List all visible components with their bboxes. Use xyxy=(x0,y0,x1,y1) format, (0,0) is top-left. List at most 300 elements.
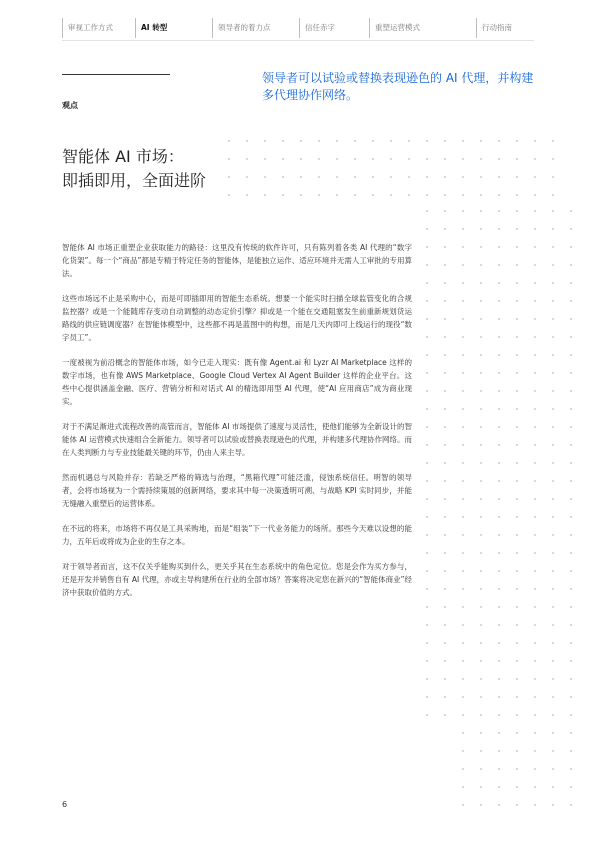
decorative-dot xyxy=(390,140,392,142)
decorative-dot xyxy=(444,570,446,572)
decorative-dot xyxy=(570,246,572,248)
decorative-dot xyxy=(426,534,428,536)
decorative-dot xyxy=(552,300,554,302)
decorative-dot xyxy=(390,158,392,160)
decorative-dot xyxy=(498,552,500,554)
decorative-dot xyxy=(498,246,500,248)
nav-item-ai-transformation[interactable]: AI 转型 xyxy=(135,18,167,38)
decorative-dot xyxy=(462,158,464,160)
decorative-dot xyxy=(534,336,536,338)
decorative-dot xyxy=(444,246,446,248)
decorative-dot xyxy=(552,408,554,410)
decorative-dot xyxy=(498,336,500,338)
decorative-dot xyxy=(480,408,482,410)
decorative-dot xyxy=(426,210,428,212)
decorative-dot xyxy=(480,498,482,500)
decorative-dot xyxy=(462,318,464,320)
decorative-dot xyxy=(426,318,428,320)
decorative-dot xyxy=(498,426,500,428)
decorative-dot xyxy=(534,390,536,392)
decorative-dot xyxy=(426,246,428,248)
decorative-dot xyxy=(444,264,446,266)
decorative-dot xyxy=(228,194,230,196)
decorative-dot xyxy=(480,246,482,248)
decorative-dot xyxy=(534,660,536,662)
decorative-dot xyxy=(462,408,464,410)
decorative-dot xyxy=(462,588,464,590)
article-body xyxy=(62,241,412,611)
decorative-dot xyxy=(498,660,500,662)
decorative-dot xyxy=(498,498,500,500)
decorative-dot xyxy=(552,588,554,590)
decorative-dot xyxy=(516,570,518,572)
decorative-dot xyxy=(444,282,446,284)
decorative-dot xyxy=(444,158,446,160)
decorative-dot xyxy=(480,390,482,392)
decorative-dot xyxy=(426,372,428,374)
decorative-dot xyxy=(552,660,554,662)
decorative-dot xyxy=(516,714,518,716)
decorative-dot xyxy=(444,624,446,626)
decorative-dot xyxy=(444,140,446,142)
decorative-dot xyxy=(570,390,572,392)
decorative-dot xyxy=(444,462,446,464)
decorative-dot xyxy=(552,318,554,320)
page-title-line-1: 智能体 AI 市场： xyxy=(62,147,184,166)
section-rule xyxy=(62,74,170,75)
decorative-dot xyxy=(462,176,464,178)
decorative-dot xyxy=(516,246,518,248)
decorative-dot xyxy=(516,390,518,392)
decorative-dot xyxy=(516,140,518,142)
decorative-dot xyxy=(570,300,572,302)
decorative-dot xyxy=(534,210,536,212)
decorative-dot xyxy=(444,194,446,196)
decorative-dot xyxy=(552,516,554,518)
decorative-dot xyxy=(444,210,446,212)
nav-item-work-review[interactable]: 审视工作方式 xyxy=(62,18,113,38)
decorative-dot xyxy=(282,194,284,196)
decorative-dot xyxy=(552,786,554,788)
decorative-dot xyxy=(534,678,536,680)
decorative-dot xyxy=(516,660,518,662)
decorative-dot xyxy=(462,140,464,142)
page-title-line-2: 即插即用，全面进阶 xyxy=(62,171,207,190)
decorative-dot xyxy=(462,336,464,338)
decorative-dot xyxy=(462,444,464,446)
nav-item-leader-focus[interactable]: 领导者的着力点 xyxy=(212,18,271,38)
decorative-dot xyxy=(516,194,518,196)
decorative-dot xyxy=(228,140,230,142)
decorative-dot xyxy=(444,588,446,590)
decorative-dot xyxy=(552,354,554,356)
decorative-dot xyxy=(570,624,572,626)
decorative-dot xyxy=(516,750,518,752)
decorative-dot xyxy=(516,696,518,698)
decorative-dot xyxy=(354,194,356,196)
decorative-dot xyxy=(498,678,500,680)
decorative-dot xyxy=(534,624,536,626)
decorative-dot xyxy=(426,426,428,428)
decorative-dot xyxy=(480,480,482,482)
decorative-dot xyxy=(516,462,518,464)
decorative-dot xyxy=(498,804,500,806)
decorative-dot xyxy=(534,750,536,752)
decorative-dot xyxy=(570,804,572,806)
decorative-dot xyxy=(498,372,500,374)
decorative-dot xyxy=(462,804,464,806)
decorative-dot xyxy=(498,732,500,734)
decorative-dot xyxy=(444,606,446,608)
decorative-dot xyxy=(318,140,320,142)
decorative-dot xyxy=(516,624,518,626)
paragraph: 然而机遇总与风险并存：若缺乏严格的筛选与治理，“黑箱代理”可能泛滥，侵蚀系统信任。明智的领导者，会将市场视为一个需持续策展的创新网络，要求其中每一决策透明可溯、与战略 KPI 实时同步，并能无缝融入重塑后的运营体系。 xyxy=(62,473,412,508)
decorative-dot xyxy=(552,264,554,266)
decorative-dot xyxy=(552,768,554,770)
decorative-dot xyxy=(498,570,500,572)
decorative-dot xyxy=(480,642,482,644)
decorative-dot xyxy=(552,158,554,160)
decorative-dot xyxy=(516,300,518,302)
decorative-dot xyxy=(534,642,536,644)
decorative-dot xyxy=(480,768,482,770)
decorative-dot xyxy=(516,732,518,734)
decorative-dot xyxy=(300,194,302,196)
decorative-dot xyxy=(570,642,572,644)
decorative-dot xyxy=(534,732,536,734)
decorative-dot xyxy=(444,336,446,338)
decorative-dot xyxy=(498,158,500,160)
decorative-dot xyxy=(498,354,500,356)
decorative-dot xyxy=(498,210,500,212)
decorative-dot xyxy=(516,336,518,338)
decorative-dot xyxy=(498,606,500,608)
decorative-dot xyxy=(462,194,464,196)
decorative-dot xyxy=(552,210,554,212)
decorative-dot xyxy=(534,228,536,230)
decorative-dot xyxy=(426,300,428,302)
decorative-dot xyxy=(570,714,572,716)
decorative-dot xyxy=(408,140,410,142)
decorative-dot xyxy=(444,498,446,500)
decorative-dot xyxy=(516,264,518,266)
decorative-dot xyxy=(552,696,554,698)
decorative-dot xyxy=(462,462,464,464)
decorative-dot xyxy=(462,606,464,608)
decorative-dot xyxy=(498,516,500,518)
decorative-dot xyxy=(480,426,482,428)
decorative-dot xyxy=(462,210,464,212)
decorative-dot xyxy=(552,480,554,482)
decorative-dot xyxy=(462,678,464,680)
decorative-dot xyxy=(426,282,428,284)
decorative-dot xyxy=(462,552,464,554)
decorative-dot xyxy=(498,390,500,392)
decorative-dot xyxy=(480,588,482,590)
decorative-dot xyxy=(426,480,428,482)
decorative-dot xyxy=(552,282,554,284)
decorative-dot xyxy=(498,318,500,320)
decorative-dot xyxy=(552,462,554,464)
decorative-dot xyxy=(444,534,446,536)
decorative-dot xyxy=(570,516,572,518)
decorative-dot xyxy=(426,714,428,716)
decorative-dot xyxy=(516,804,518,806)
decorative-dot xyxy=(552,390,554,392)
decorative-dot xyxy=(318,194,320,196)
decorative-dot xyxy=(516,588,518,590)
decorative-dot xyxy=(498,642,500,644)
decorative-dot xyxy=(570,570,572,572)
decorative-dot xyxy=(534,480,536,482)
decorative-dot xyxy=(444,678,446,680)
decorative-dot xyxy=(498,300,500,302)
decorative-dot xyxy=(552,624,554,626)
decorative-dot xyxy=(570,408,572,410)
decorative-dot xyxy=(480,336,482,338)
decorative-dot xyxy=(426,354,428,356)
decorative-dot xyxy=(480,444,482,446)
decorative-dot xyxy=(552,444,554,446)
decorative-dot xyxy=(426,228,428,230)
paragraph: 在不远的将来，市场将不再仅是工具采购地，而是“组装”下一代业务能力的场所。那些今天难以设想的能力，五年后或将成为企业的生存之本。 xyxy=(62,524,412,546)
decorative-dot xyxy=(462,750,464,752)
decorative-dot xyxy=(570,264,572,266)
decorative-dot xyxy=(480,534,482,536)
decorative-dot xyxy=(498,786,500,788)
decorative-dot xyxy=(444,552,446,554)
decorative-dot xyxy=(462,300,464,302)
decorative-dot xyxy=(570,282,572,284)
decorative-dot xyxy=(570,750,572,752)
decorative-dot xyxy=(552,246,554,248)
nav-item-operating-model[interactable]: 重塑运营模式 xyxy=(369,18,420,38)
decorative-dot xyxy=(570,426,572,428)
decorative-dot xyxy=(570,606,572,608)
decorative-dot xyxy=(426,606,428,608)
decorative-dot xyxy=(480,228,482,230)
decorative-dot xyxy=(480,462,482,464)
decorative-dot xyxy=(480,750,482,752)
decorative-dot xyxy=(570,696,572,698)
decorative-dot xyxy=(498,140,500,142)
decorative-dot xyxy=(426,390,428,392)
decorative-dot xyxy=(534,176,536,178)
decorative-dot xyxy=(534,570,536,572)
decorative-dot xyxy=(516,516,518,518)
section-label: 观点 xyxy=(62,101,78,110)
paragraph: 对于不满足渐进式流程改善的高管而言，智能体 AI 市场提供了速度与灵活性，使他们能够为全新设计的智能体 AI 运营模式快速组合全新能力。领导者可以试验或替换表现逊色的代理，并构建多代理协作网络。而在人类判断力与专业技能最关键的环节，仍由人来主导。 xyxy=(62,422,412,457)
decorative-dot xyxy=(516,158,518,160)
decorative-dot xyxy=(570,210,572,212)
decorative-dot xyxy=(534,246,536,248)
decorative-dot xyxy=(552,336,554,338)
decorative-dot xyxy=(408,158,410,160)
decorative-dot xyxy=(534,804,536,806)
top-navigation xyxy=(0,18,596,40)
decorative-dot xyxy=(426,176,428,178)
decorative-dot xyxy=(570,588,572,590)
decorative-dot xyxy=(426,264,428,266)
decorative-dot xyxy=(534,264,536,266)
decorative-dot xyxy=(498,750,500,752)
decorative-dot xyxy=(516,282,518,284)
decorative-dot xyxy=(570,228,572,230)
decorative-dot xyxy=(462,354,464,356)
decorative-dot xyxy=(426,158,428,160)
decorative-dot xyxy=(426,140,428,142)
decorative-dot xyxy=(246,140,248,142)
decorative-dot xyxy=(444,318,446,320)
nav-item-trust-deficit[interactable]: 信任赤字 xyxy=(299,18,335,38)
decorative-dot xyxy=(444,642,446,644)
decorative-dot xyxy=(516,786,518,788)
decorative-dot xyxy=(498,588,500,590)
decorative-dot xyxy=(498,228,500,230)
paragraph: 这些市场远不止是采购中心，而是可即插即用的智能生态系统。想要一个能实时扫描全球监管变化的合规监控器？或是一个能随库存变动自动调整的动态定价引擎？抑或是一个能在交通阻塞发生前重新规划货运路线的供应链调度器？在智能体模型中，这些都不再是蓝图中的构想，而是几天内即可上线运行的现役“数字员工”。 xyxy=(62,294,412,342)
decorative-dot xyxy=(408,176,410,178)
decorative-dot xyxy=(570,678,572,680)
decorative-dot xyxy=(480,696,482,698)
decorative-dot xyxy=(534,606,536,608)
decorative-dot xyxy=(498,768,500,770)
decorative-dot xyxy=(552,176,554,178)
decorative-dot xyxy=(264,140,266,142)
decorative-dot xyxy=(354,140,356,142)
decorative-dot xyxy=(534,768,536,770)
decorative-dot xyxy=(498,534,500,536)
decorative-dot xyxy=(534,408,536,410)
decorative-dot xyxy=(516,210,518,212)
decorative-dot xyxy=(570,318,572,320)
decorative-dot xyxy=(426,194,428,196)
decorative-dot xyxy=(534,158,536,160)
decorative-dot xyxy=(570,732,572,734)
decorative-dot xyxy=(462,534,464,536)
decorative-dot xyxy=(444,228,446,230)
decorative-dot xyxy=(570,354,572,356)
decorative-dot xyxy=(516,444,518,446)
decorative-dot xyxy=(408,194,410,196)
decorative-dot xyxy=(534,696,536,698)
decorative-dot xyxy=(570,462,572,464)
decorative-dot xyxy=(534,786,536,788)
decorative-dot xyxy=(570,786,572,788)
decorative-dot xyxy=(516,498,518,500)
decorative-dot xyxy=(498,264,500,266)
decorative-dot xyxy=(480,354,482,356)
decorative-dot xyxy=(516,372,518,374)
decorative-dot xyxy=(480,318,482,320)
decorative-dot xyxy=(480,570,482,572)
decorative-dot xyxy=(498,462,500,464)
decorative-dot xyxy=(426,498,428,500)
decorative-dot xyxy=(534,714,536,716)
decorative-dot xyxy=(570,444,572,446)
decorative-dot xyxy=(480,158,482,160)
decorative-dot xyxy=(462,768,464,770)
decorative-dot xyxy=(390,176,392,178)
decorative-dot xyxy=(246,194,248,196)
decorative-dot xyxy=(534,516,536,518)
decorative-dot xyxy=(462,498,464,500)
decorative-dot xyxy=(462,624,464,626)
decorative-dot xyxy=(552,498,554,500)
decorative-dot xyxy=(336,140,338,142)
decorative-dot xyxy=(426,552,428,554)
decorative-dot xyxy=(552,534,554,536)
decorative-dot xyxy=(570,498,572,500)
decorative-dot xyxy=(462,246,464,248)
decorative-dot xyxy=(462,732,464,734)
decorative-dot xyxy=(444,372,446,374)
decorative-dot xyxy=(444,354,446,356)
decorative-dot xyxy=(516,606,518,608)
decorative-dot xyxy=(390,194,392,196)
decorative-dot xyxy=(480,660,482,662)
decorative-dot xyxy=(480,300,482,302)
decorative-dot xyxy=(498,714,500,716)
decorative-dot xyxy=(480,714,482,716)
decorative-dot xyxy=(534,498,536,500)
decorative-dot xyxy=(480,210,482,212)
decorative-dot xyxy=(444,426,446,428)
decorative-dot xyxy=(516,768,518,770)
decorative-dot xyxy=(372,140,374,142)
decorative-dot xyxy=(570,336,572,338)
decorative-dot xyxy=(516,480,518,482)
decorative-dot xyxy=(534,444,536,446)
decorative-dot xyxy=(552,804,554,806)
decorative-dot xyxy=(516,678,518,680)
decorative-dot xyxy=(570,552,572,554)
decorative-dot xyxy=(552,642,554,644)
decorative-dot xyxy=(534,300,536,302)
decorative-dot xyxy=(480,804,482,806)
decorative-dot xyxy=(552,750,554,752)
decorative-dot xyxy=(498,176,500,178)
decorative-dot xyxy=(372,158,374,160)
decorative-dot xyxy=(498,624,500,626)
decorative-dot xyxy=(462,390,464,392)
paragraph: 对于领导者而言，这不仅关乎能购买到什么，更关乎其在生态系统中的角色定位。您是会作为买方参与，还是开发并销售自有 AI 代理，亦或主导构建所在行业的全部市场？答案将决定您在新兴的“智能体商业”经济中获取价值的方式。 xyxy=(62,562,412,597)
decorative-dot xyxy=(534,372,536,374)
nav-item-action-guide[interactable]: 行动指南 xyxy=(476,18,512,38)
decorative-dot xyxy=(552,606,554,608)
decorative-dot xyxy=(552,140,554,142)
decorative-dot xyxy=(552,732,554,734)
decorative-dot xyxy=(426,696,428,698)
decorative-dot xyxy=(426,408,428,410)
decorative-dot xyxy=(534,552,536,554)
nav-divider xyxy=(62,40,534,41)
decorative-dot xyxy=(282,140,284,142)
decorative-dot xyxy=(480,264,482,266)
decorative-dot xyxy=(570,768,572,770)
decorative-dot xyxy=(480,732,482,734)
decorative-dot xyxy=(516,642,518,644)
decorative-dot xyxy=(462,570,464,572)
decorative-dot xyxy=(426,570,428,572)
decorative-dot xyxy=(444,390,446,392)
decorative-dot xyxy=(534,354,536,356)
decorative-dot xyxy=(444,516,446,518)
decorative-dot xyxy=(426,336,428,338)
decorative-dot xyxy=(444,696,446,698)
decorative-dot xyxy=(444,444,446,446)
decorative-dot xyxy=(552,194,554,196)
decorative-dot xyxy=(534,588,536,590)
